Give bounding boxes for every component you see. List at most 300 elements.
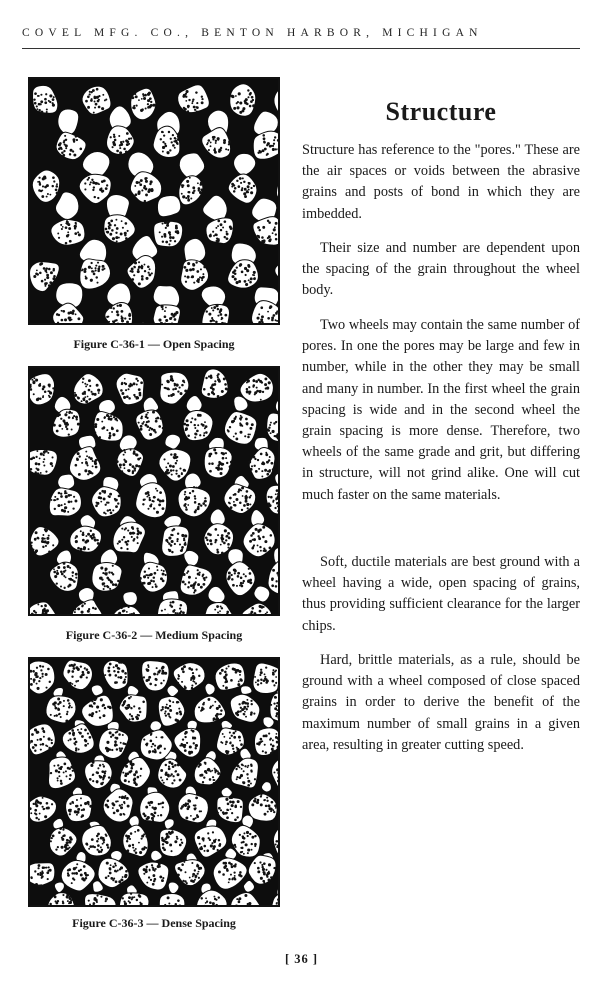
grain-speck: [126, 140, 129, 143]
grain-speck: [75, 680, 77, 682]
grain-speck: [241, 486, 244, 489]
grain-speck: [243, 770, 245, 772]
grain-speck: [149, 804, 151, 806]
grain-speck: [199, 843, 201, 845]
grain-speck: [46, 274, 49, 277]
grain-speck: [69, 896, 71, 898]
grain-speck: [155, 420, 158, 423]
grain-speck: [242, 841, 244, 843]
grain-speck: [118, 540, 121, 543]
grain-speck: [259, 605, 262, 608]
grain-speck: [58, 775, 60, 777]
grain-speck: [47, 668, 49, 670]
figure-dense-spacing: [28, 657, 280, 907]
grain-speck: [114, 499, 116, 501]
grain-speck: [160, 577, 163, 580]
grain-speck: [85, 843, 88, 846]
grain-speck: [201, 279, 203, 281]
grain-speck: [184, 861, 186, 863]
grain-speck: [183, 107, 185, 109]
grain-speck: [273, 139, 275, 141]
grain-speck: [244, 101, 247, 104]
grain-speck: [98, 392, 100, 394]
grain-speck: [39, 183, 41, 185]
grain-speck: [179, 608, 181, 610]
grain-speck: [138, 707, 141, 710]
grain-speck: [261, 864, 263, 866]
grain-speck: [230, 796, 233, 799]
grain-speck: [193, 486, 195, 488]
grain-speck: [34, 102, 37, 105]
grain-speck: [221, 317, 223, 319]
grain-speck: [268, 872, 270, 874]
grain-speck: [42, 395, 44, 397]
grain-speck: [267, 811, 269, 813]
grain-speck: [88, 848, 90, 850]
grain-speck: [225, 457, 227, 459]
grain-speck: [41, 806, 43, 808]
grain: [46, 696, 76, 723]
grain-speck: [260, 877, 263, 880]
grain-speck: [197, 507, 200, 510]
grain-speck: [77, 452, 80, 455]
grain-speck: [185, 197, 187, 199]
grain-speck: [187, 262, 190, 265]
grain-speck: [212, 383, 215, 386]
grain-speck: [112, 237, 115, 240]
grain-speck: [110, 306, 113, 309]
grain-speck: [69, 153, 71, 155]
grain-speck: [148, 272, 150, 274]
grain-speck: [41, 111, 44, 114]
grain-speck: [65, 495, 68, 498]
grain-speck: [270, 432, 272, 434]
grain-speck: [60, 493, 62, 495]
grain-speck: [184, 493, 186, 495]
grain-speck: [208, 149, 210, 151]
grain-speck: [271, 577, 274, 580]
grain-speck: [112, 734, 115, 737]
grain-speck: [152, 104, 155, 107]
grain-speck: [192, 268, 195, 271]
grain-speck: [259, 537, 262, 540]
grain-speck: [159, 231, 161, 233]
grain-speck: [164, 310, 166, 312]
grain-speck: [124, 874, 127, 877]
grain-speck: [212, 231, 214, 233]
grain-speck: [160, 736, 162, 738]
grain-speck: [141, 108, 144, 111]
grain-speck: [65, 147, 67, 149]
grain-speck: [73, 879, 75, 881]
grain-speck: [46, 871, 49, 874]
grain-speck: [243, 832, 245, 834]
grain-speck: [200, 774, 203, 777]
grain-speck: [53, 499, 55, 501]
grain-speck: [211, 462, 214, 465]
grain-speck: [72, 802, 74, 804]
grain-speck: [149, 683, 152, 686]
grain-speck: [186, 90, 189, 93]
grain-speck: [260, 318, 263, 321]
grain-speck: [220, 313, 223, 316]
grain-speck: [184, 543, 187, 546]
grain-speck: [125, 150, 128, 153]
grain-speck: [162, 806, 164, 808]
grain-speck: [155, 736, 157, 738]
grain-speck: [108, 437, 111, 440]
grain-speck: [255, 682, 257, 684]
grain-speck: [139, 577, 142, 580]
grain-speck: [30, 678, 32, 680]
grain-speck: [68, 416, 71, 419]
grain-speck: [269, 424, 271, 426]
grain-speck: [126, 395, 129, 398]
grain-speck: [269, 546, 272, 549]
grain-speck: [228, 881, 230, 883]
grain-speck: [236, 747, 238, 749]
grain-speck: [92, 460, 94, 462]
grain-speck: [220, 229, 222, 231]
grain-speck: [115, 505, 118, 508]
grain-speck: [166, 151, 168, 153]
grain-speck: [45, 673, 48, 676]
grain-speck: [173, 457, 175, 459]
grain-speck: [105, 513, 107, 515]
grain-speck: [82, 532, 84, 534]
grain-speck: [220, 472, 223, 475]
grain-speck: [191, 102, 193, 104]
grain-speck: [275, 312, 278, 315]
grain-speck: [96, 840, 98, 842]
grain-speck: [162, 151, 164, 153]
grain-speck: [89, 736, 92, 739]
grain-speck: [36, 472, 39, 475]
grain-speck: [241, 847, 243, 849]
grain-speck: [130, 893, 132, 895]
grain-speck: [143, 575, 146, 578]
grain-speck: [274, 804, 277, 807]
grain-speck: [82, 398, 85, 401]
grain-speck: [68, 839, 70, 841]
grain-speck: [52, 277, 55, 280]
grain-speck: [243, 580, 245, 582]
grain-speck: [125, 389, 127, 391]
grain-speck: [244, 188, 247, 191]
grain-speck: [119, 463, 122, 466]
grain-speck: [237, 572, 240, 575]
grain-speck: [38, 177, 40, 179]
grain-speck: [71, 429, 73, 431]
grain-speck: [96, 88, 99, 91]
grain-speck: [179, 844, 182, 847]
grain-speck: [118, 237, 120, 239]
grain-speck: [88, 456, 90, 458]
grain-speck: [65, 770, 67, 772]
grain-speck: [214, 528, 217, 531]
grain-speck: [67, 234, 69, 236]
grain-speck: [45, 93, 47, 95]
grain-speck: [186, 807, 189, 810]
grain-speck: [194, 424, 196, 426]
grain-speck: [186, 180, 189, 183]
grain-speck: [237, 800, 240, 803]
grain-speck: [155, 585, 158, 588]
grain-speck: [128, 781, 130, 783]
grain-speck: [98, 95, 100, 97]
grain-speck: [165, 466, 167, 468]
grain-speck: [243, 181, 245, 183]
grain-speck: [97, 833, 100, 836]
grain-speck: [30, 876, 32, 878]
grain-speck: [121, 319, 124, 322]
grain-speck: [71, 670, 74, 673]
grain-speck: [80, 665, 82, 667]
grain-speck: [74, 392, 76, 394]
grain-speck: [154, 572, 157, 575]
grain-speck: [268, 381, 271, 384]
grain-speck: [77, 396, 79, 398]
grain-speck: [188, 99, 190, 101]
grain-speck: [227, 803, 230, 806]
grain-speck: [81, 270, 83, 272]
grain-speck: [37, 739, 39, 741]
grain-speck: [162, 573, 165, 576]
grain-speck: [168, 761, 171, 764]
grain-speck: [271, 876, 273, 878]
grain-speck: [100, 851, 102, 853]
grain-speck: [137, 533, 140, 536]
grain-speck: [145, 415, 147, 417]
grain-speck: [231, 744, 234, 747]
grain-speck: [235, 95, 237, 97]
grain-speck: [71, 729, 74, 732]
grain-speck: [261, 475, 263, 477]
grain-speck: [138, 714, 140, 716]
grain-speck: [67, 699, 70, 702]
grain-speck: [36, 108, 38, 110]
grain-speck: [36, 450, 38, 452]
grain-speck: [239, 871, 242, 874]
grain-speck: [97, 282, 99, 284]
grain-speck: [76, 814, 78, 816]
grain-speck: [35, 883, 38, 886]
grain-speck: [42, 185, 44, 187]
grain-speck: [272, 739, 274, 741]
grain-speck: [185, 269, 188, 272]
grain-speck: [210, 543, 213, 546]
grain-speck: [100, 188, 103, 191]
grain-speck: [140, 775, 142, 777]
grain-speck: [114, 583, 117, 586]
grain-speck: [247, 835, 249, 837]
grain-speck: [272, 468, 275, 471]
grain-speck: [146, 496, 148, 498]
grain-speck: [188, 496, 191, 499]
grain-speck: [179, 543, 181, 545]
grain-speck: [252, 379, 255, 382]
grain-speck: [96, 418, 99, 421]
grain-speck: [140, 425, 143, 428]
grain-speck: [56, 572, 59, 575]
grain-speck: [41, 605, 43, 607]
grain-speck: [176, 384, 179, 387]
grain-speck: [245, 843, 248, 846]
grain-speck: [88, 398, 90, 400]
grain-speck: [275, 238, 278, 241]
grain-speck: [218, 896, 220, 898]
grain-speck: [150, 104, 153, 107]
grain-speck: [124, 672, 127, 675]
grain-speck: [98, 99, 100, 101]
grain-speck: [257, 551, 259, 553]
grain-speck: [54, 715, 56, 717]
grain-speck: [75, 537, 77, 539]
grain-speck: [128, 384, 131, 387]
grain-speck: [163, 233, 166, 236]
grain-speck: [64, 569, 66, 571]
grain-speck: [34, 92, 37, 95]
grain-speck: [87, 464, 89, 466]
grain-speck: [148, 666, 150, 668]
grain-speck: [101, 770, 104, 773]
grain-speck: [204, 579, 206, 581]
grain-speck: [170, 602, 172, 604]
grain-speck: [48, 866, 50, 868]
grain-speck: [225, 798, 228, 801]
grain-speck: [127, 704, 130, 707]
grain-speck: [216, 605, 219, 608]
grain-speck: [116, 313, 119, 316]
grain-speck: [194, 436, 196, 438]
grain-speck: [38, 864, 41, 867]
grain-speck: [148, 676, 151, 679]
grain-speck: [184, 266, 187, 269]
grain-speck: [147, 420, 149, 422]
grain-speck: [182, 380, 185, 383]
grain-speck: [123, 801, 125, 803]
grain-speck: [275, 580, 277, 582]
grain-speck: [217, 772, 220, 775]
grain-speck: [224, 812, 227, 815]
grain-speck: [103, 268, 105, 270]
grain-speck: [273, 143, 275, 145]
grain-speck: [91, 472, 93, 474]
grain-speck: [192, 186, 195, 189]
grain-speck: [174, 318, 177, 321]
grain-speck: [85, 277, 88, 280]
grain-speck: [130, 137, 132, 139]
grain-speck: [234, 572, 236, 574]
grain-speck: [139, 457, 141, 459]
grain-speck: [204, 504, 206, 506]
grain-speck: [240, 490, 242, 492]
grain-speck: [249, 496, 251, 498]
grain-speck: [115, 232, 117, 234]
grain-speck: [272, 430, 275, 433]
grain-speck: [181, 681, 183, 683]
grain-speck: [121, 220, 123, 222]
grain-speck: [273, 867, 275, 869]
grain-speck: [249, 93, 252, 96]
grain-speck: [91, 98, 93, 100]
grain-speck: [75, 223, 77, 225]
grain-speck: [82, 392, 85, 395]
grain-speck: [96, 502, 99, 505]
paragraph-5: Hard, brittle materials, as a rule, should be ground with a wheel composed of close spaced grains in order to derive the benefit of the maximum number of small grains in a given area, resulting in greater cutting speed.: [302, 652, 580, 753]
grain-speck: [115, 674, 118, 677]
grain-speck: [195, 91, 197, 93]
grain-speck: [78, 748, 80, 750]
grain-speck: [233, 501, 235, 503]
grain-speck: [182, 184, 184, 186]
grain-speck: [169, 844, 172, 847]
grain-speck: [175, 311, 178, 314]
grain-speck: [124, 700, 126, 702]
grain-speck: [90, 391, 92, 393]
grain-speck: [166, 387, 169, 390]
grain-speck: [132, 844, 134, 846]
grain-speck: [170, 453, 172, 455]
grain-speck: [144, 264, 146, 266]
grain-speck: [34, 539, 36, 541]
grain-speck: [210, 386, 213, 389]
grain-speck: [112, 565, 114, 567]
grain-speck: [50, 840, 52, 842]
grain-speck: [69, 738, 71, 740]
grain-speck: [213, 719, 215, 721]
grain-speck: [92, 534, 94, 536]
grain-speck: [58, 714, 60, 716]
grain-speck: [120, 141, 122, 143]
grain-speck: [246, 490, 249, 493]
grain-speck: [172, 765, 175, 768]
grain-speck: [254, 862, 256, 864]
grain-speck: [212, 309, 214, 311]
grain-speck: [175, 473, 177, 475]
grain-speck: [235, 416, 237, 418]
grain-speck: [183, 665, 186, 668]
grain-speck: [47, 878, 49, 880]
grain-speck: [208, 769, 211, 772]
grain-speck: [83, 865, 86, 868]
grain-speck: [75, 135, 77, 137]
grain-speck: [208, 313, 211, 316]
grain-speck: [74, 611, 76, 613]
grain-speck: [195, 261, 197, 263]
grain-speck: [233, 269, 236, 272]
grain-speck: [128, 697, 131, 700]
grain-speck: [161, 236, 163, 238]
grain-speck: [273, 811, 275, 813]
grain-speck: [190, 815, 192, 817]
grain-speck: [104, 585, 106, 587]
grain-speck: [237, 491, 239, 493]
grain-speck: [223, 862, 226, 865]
grain-speck: [173, 140, 175, 142]
grain-speck: [203, 840, 205, 842]
grain-speck: [168, 220, 171, 223]
grain-speck: [168, 395, 170, 397]
grain-speck: [210, 705, 212, 707]
grain-speck: [250, 458, 252, 460]
grain-speck: [238, 901, 241, 904]
grain-speck: [40, 190, 42, 192]
grain-speck: [66, 894, 69, 897]
grain-speck: [141, 848, 144, 851]
grain-speck: [124, 467, 126, 469]
grain-speck: [258, 236, 260, 238]
